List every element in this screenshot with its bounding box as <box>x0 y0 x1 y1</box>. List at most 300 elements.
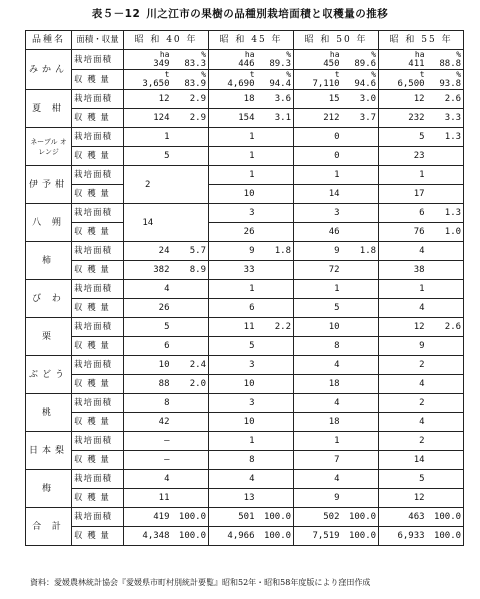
value-cell: 88 <box>124 375 172 394</box>
measure-label: 収 穫 量 <box>72 451 124 470</box>
value-cell: 5 <box>294 299 342 318</box>
percent-cell <box>172 70 209 90</box>
percent-text: 89.3 <box>269 59 292 69</box>
percent-cell <box>257 166 294 185</box>
percent-cell: 5.7 <box>172 242 209 261</box>
percent-cell <box>342 223 379 242</box>
table-row <box>26 166 464 185</box>
value-cell <box>294 50 342 70</box>
percent-cell: 100.0 <box>342 527 379 546</box>
measure-label: 栽培面積 <box>72 204 124 223</box>
unit-label: ha <box>329 50 340 59</box>
value-cell: 10 <box>209 413 257 432</box>
percent-cell <box>257 413 294 432</box>
table-caption: 川之江市の果樹の品種別栽培面積と収穫量の推移 <box>146 8 389 20</box>
value-text: 4,690 <box>227 79 255 89</box>
value-cell: 76 <box>379 223 427 242</box>
value-text: 7,110 <box>312 79 340 89</box>
table-row <box>26 185 464 204</box>
percent-cell <box>427 470 464 489</box>
merged-pct-hassaku <box>172 204 209 242</box>
crop-name: 梅 <box>26 470 72 508</box>
crop-name: ぶどう <box>26 356 72 394</box>
table-row <box>26 527 464 546</box>
value-cell: 10 <box>209 185 257 204</box>
percent-cell: 100.0 <box>172 527 209 546</box>
percent-text: 83.3 <box>184 59 207 69</box>
unit-label: t <box>419 70 425 79</box>
percent-cell <box>427 50 464 70</box>
percent-cell <box>342 185 379 204</box>
merged-value-iyokan: 2 <box>124 166 172 204</box>
percent-text: 83.9 <box>184 79 207 89</box>
value-cell: 1 <box>209 128 257 147</box>
table-row <box>26 337 464 356</box>
value-cell: 1 <box>209 432 257 451</box>
measure-label: 栽培面積 <box>72 432 124 451</box>
table-row <box>26 242 464 261</box>
value-cell: 10 <box>294 318 342 337</box>
value-cell <box>124 50 172 70</box>
percent-cell <box>172 318 209 337</box>
percent-cell <box>257 128 294 147</box>
value-cell: 4 <box>294 394 342 413</box>
percent-cell <box>257 70 294 90</box>
percent-cell <box>427 185 464 204</box>
measure-label: 収 穫 量 <box>72 413 124 432</box>
percent-cell: 1.3 <box>427 204 464 223</box>
header-year-1970: 昭 和 45 年 <box>209 31 294 50</box>
value-text: 6,500 <box>397 79 425 89</box>
value-cell: 419 <box>124 508 172 527</box>
percent-cell <box>427 261 464 280</box>
source-note: 資料：愛媛農林統計協会『愛媛県市町村別統計要覧』昭和52年・昭和58年度版により窪田作成 <box>30 578 371 587</box>
crop-name: 夏 柑 <box>26 90 72 128</box>
value-cell <box>379 50 427 70</box>
value-cell: 12 <box>379 489 427 508</box>
measure-label: 栽培面積 <box>72 50 124 70</box>
crop-name: 桃 <box>26 394 72 432</box>
value-cell: 1 <box>294 280 342 299</box>
percent-cell <box>427 451 464 470</box>
measure-label: 収 穫 量 <box>72 70 124 90</box>
value-cell: 3 <box>294 204 342 223</box>
measure-label: 栽培面積 <box>72 166 124 185</box>
measure-label: 栽培面積 <box>72 318 124 337</box>
percent-cell <box>342 147 379 166</box>
header-year-1965: 昭 和 40 年 <box>124 31 209 50</box>
unit-label: t <box>334 70 340 79</box>
value-cell: 15 <box>294 90 342 109</box>
percent-cell: 1.3 <box>427 128 464 147</box>
crop-name: みかん <box>26 50 72 90</box>
value-cell: 5 <box>379 470 427 489</box>
percent-cell <box>172 432 209 451</box>
percent-cell <box>257 375 294 394</box>
measure-label: 栽培面積 <box>72 90 124 109</box>
unit-label: % <box>201 50 207 59</box>
value-cell: 463 <box>379 508 427 527</box>
percent-cell <box>257 394 294 413</box>
percent-cell <box>172 50 209 70</box>
table-row <box>26 375 464 394</box>
value-cell: 18 <box>294 375 342 394</box>
percent-cell <box>342 451 379 470</box>
value-cell: 501 <box>209 508 257 527</box>
measure-label: 栽培面積 <box>72 508 124 527</box>
crop-name: ネーブル オレンジ <box>26 128 72 166</box>
value-cell: 11 <box>209 318 257 337</box>
percent-cell: 100.0 <box>257 508 294 527</box>
value-cell: 5 <box>209 337 257 356</box>
unit-label: ha <box>159 50 170 59</box>
value-cell: 12 <box>379 90 427 109</box>
percent-cell <box>427 489 464 508</box>
percent-cell <box>257 432 294 451</box>
value-cell: 0 <box>294 147 342 166</box>
value-cell: 1 <box>379 166 427 185</box>
unit-label: % <box>286 70 292 79</box>
percent-cell: 100.0 <box>427 508 464 527</box>
percent-cell <box>427 375 464 394</box>
unit-label: % <box>201 70 207 79</box>
header-year-1980: 昭 和 55 年 <box>379 31 464 50</box>
value-cell: 1 <box>209 147 257 166</box>
percent-cell: 100.0 <box>427 527 464 546</box>
percent-cell <box>342 375 379 394</box>
value-cell: 24 <box>124 242 172 261</box>
value-cell: 17 <box>379 185 427 204</box>
percent-cell <box>172 451 209 470</box>
percent-cell <box>427 413 464 432</box>
unit-label: t <box>249 70 255 79</box>
percent-cell: 2.6 <box>427 318 464 337</box>
value-cell: 23 <box>379 147 427 166</box>
measure-label: 栽培面積 <box>72 128 124 147</box>
percent-cell <box>427 166 464 185</box>
percent-cell <box>342 70 379 90</box>
table-row <box>26 356 464 375</box>
percent-cell <box>427 394 464 413</box>
percent-text: 88.8 <box>439 59 462 69</box>
value-cell <box>379 70 427 90</box>
percent-cell: 2.9 <box>172 109 209 128</box>
value-cell: 9 <box>294 489 342 508</box>
value-cell: 4 <box>294 470 342 489</box>
value-cell: 154 <box>209 109 257 128</box>
percent-cell <box>427 356 464 375</box>
percent-cell <box>427 242 464 261</box>
percent-cell <box>257 50 294 70</box>
value-cell: 6 <box>124 337 172 356</box>
percent-cell <box>427 337 464 356</box>
percent-cell: 2.2 <box>257 318 294 337</box>
table-row <box>26 318 464 337</box>
measure-label: 収 穫 量 <box>72 337 124 356</box>
percent-text: 89.6 <box>354 59 377 69</box>
percent-cell: 1.8 <box>257 242 294 261</box>
value-cell: 38 <box>379 261 427 280</box>
value-cell: 26 <box>209 223 257 242</box>
percent-cell <box>257 261 294 280</box>
percent-cell <box>257 204 294 223</box>
value-text: 411 <box>408 59 425 69</box>
value-cell: 14 <box>294 185 342 204</box>
percent-cell: 2.9 <box>172 90 209 109</box>
value-cell: 1 <box>209 280 257 299</box>
header-row <box>26 31 464 50</box>
percent-cell <box>342 280 379 299</box>
value-text: 450 <box>323 59 340 69</box>
measure-label: 収 穫 量 <box>72 375 124 394</box>
value-cell: 9 <box>294 242 342 261</box>
measure-label: 栽培面積 <box>72 242 124 261</box>
percent-cell <box>172 489 209 508</box>
value-cell: 10 <box>124 356 172 375</box>
value-cell: 12 <box>124 90 172 109</box>
crop-name: 伊予柑 <box>26 166 72 204</box>
percent-cell <box>257 470 294 489</box>
value-cell <box>209 50 257 70</box>
value-cell: 42 <box>124 413 172 432</box>
measure-label: 栽培面積 <box>72 394 124 413</box>
percent-cell <box>427 70 464 90</box>
table-row <box>26 508 464 527</box>
value-cell: 124 <box>124 109 172 128</box>
value-cell: 6,933 <box>379 527 427 546</box>
table-row <box>26 70 464 90</box>
percent-cell <box>172 280 209 299</box>
percent-cell <box>342 337 379 356</box>
measure-label: 収 穫 量 <box>72 109 124 128</box>
value-cell: 4 <box>379 299 427 318</box>
percent-cell: 3.3 <box>427 109 464 128</box>
value-cell: 7 <box>294 451 342 470</box>
crop-name: 栗 <box>26 318 72 356</box>
percent-cell <box>172 337 209 356</box>
value-text: 3,650 <box>142 79 170 89</box>
percent-cell: 3.7 <box>342 109 379 128</box>
unit-label: ha <box>414 50 425 59</box>
value-cell: 46 <box>294 223 342 242</box>
value-cell: 14 <box>379 451 427 470</box>
percent-cell: 2.0 <box>172 375 209 394</box>
crop-name: 合 計 <box>26 508 72 546</box>
value-cell: 4,966 <box>209 527 257 546</box>
table-row <box>26 394 464 413</box>
percent-cell <box>257 223 294 242</box>
value-cell: 4 <box>379 375 427 394</box>
value-cell <box>294 70 342 90</box>
unit-label: % <box>286 50 292 59</box>
percent-cell <box>342 204 379 223</box>
value-cell: 1 <box>124 128 172 147</box>
value-cell: 8 <box>294 337 342 356</box>
percent-text: 94.4 <box>269 79 292 89</box>
percent-cell <box>342 470 379 489</box>
table-row <box>26 109 464 128</box>
percent-cell <box>257 489 294 508</box>
unit-label: ha <box>244 50 255 59</box>
table-row <box>26 280 464 299</box>
unit-label: % <box>456 70 462 79</box>
percent-cell <box>342 166 379 185</box>
value-cell: 502 <box>294 508 342 527</box>
crop-name: 日本梨 <box>26 432 72 470</box>
percent-cell <box>257 451 294 470</box>
table-row <box>26 299 464 318</box>
value-cell: 26 <box>124 299 172 318</box>
value-cell: 8 <box>209 451 257 470</box>
unit-label: % <box>371 50 377 59</box>
fruit-table <box>25 30 464 546</box>
value-cell <box>209 70 257 90</box>
percent-cell <box>342 50 379 70</box>
percent-cell <box>257 280 294 299</box>
value-cell: 3 <box>209 204 257 223</box>
value-cell: 72 <box>294 261 342 280</box>
measure-label: 収 穫 量 <box>72 223 124 242</box>
percent-cell <box>172 394 209 413</box>
value-cell: 2 <box>379 432 427 451</box>
percent-cell <box>342 128 379 147</box>
value-cell: 18 <box>209 90 257 109</box>
table-row <box>26 451 464 470</box>
value-cell: 232 <box>379 109 427 128</box>
value-cell: 3 <box>209 356 257 375</box>
measure-label: 栽培面積 <box>72 470 124 489</box>
merged-value-hassaku: 14 <box>124 204 172 242</box>
value-cell: 11 <box>124 489 172 508</box>
percent-cell <box>257 299 294 318</box>
percent-cell: 1.8 <box>342 242 379 261</box>
value-cell: 1 <box>294 166 342 185</box>
table-row <box>26 489 464 508</box>
percent-cell: 3.1 <box>257 109 294 128</box>
value-cell: 4 <box>379 242 427 261</box>
percent-cell <box>342 394 379 413</box>
measure-label: 収 穫 量 <box>72 185 124 204</box>
value-cell: 18 <box>294 413 342 432</box>
value-cell: 3 <box>209 394 257 413</box>
value-cell: 1 <box>294 432 342 451</box>
percent-cell: 1.0 <box>427 223 464 242</box>
percent-text: 93.8 <box>439 79 462 89</box>
percent-text: 94.6 <box>354 79 377 89</box>
value-cell: 9 <box>379 337 427 356</box>
percent-cell: 2.6 <box>427 90 464 109</box>
table-row <box>26 147 464 166</box>
value-cell: 212 <box>294 109 342 128</box>
value-cell: 8 <box>124 394 172 413</box>
percent-cell <box>257 185 294 204</box>
value-cell: 4 <box>124 280 172 299</box>
value-cell: 12 <box>379 318 427 337</box>
value-cell: 4 <box>209 470 257 489</box>
value-cell: 4,348 <box>124 527 172 546</box>
value-cell: 2 <box>379 394 427 413</box>
percent-cell: 100.0 <box>342 508 379 527</box>
percent-cell <box>427 280 464 299</box>
table-number: 表５－12 <box>91 8 141 20</box>
measure-label: 栽培面積 <box>72 280 124 299</box>
value-cell: 9 <box>209 242 257 261</box>
percent-cell <box>342 318 379 337</box>
value-cell: 1 <box>379 280 427 299</box>
value-cell: 33 <box>209 261 257 280</box>
percent-cell <box>172 128 209 147</box>
percent-cell <box>342 261 379 280</box>
value-cell: 6 <box>209 299 257 318</box>
percent-cell: 100.0 <box>257 527 294 546</box>
value-cell: 10 <box>209 375 257 394</box>
measure-label: 収 穫 量 <box>72 147 124 166</box>
header-year-1975: 昭 和 50 年 <box>294 31 379 50</box>
table-row <box>26 90 464 109</box>
percent-cell: 3.0 <box>342 90 379 109</box>
percent-cell <box>342 413 379 432</box>
crop-name: 柿 <box>26 242 72 280</box>
percent-cell <box>342 299 379 318</box>
measure-label: 栽培面積 <box>72 356 124 375</box>
percent-cell <box>257 356 294 375</box>
percent-cell <box>172 299 209 318</box>
table-row <box>26 432 464 451</box>
percent-cell <box>342 489 379 508</box>
value-cell: 6 <box>379 204 427 223</box>
table-row <box>26 413 464 432</box>
crop-name: 八 朔 <box>26 204 72 242</box>
percent-cell <box>172 413 209 432</box>
percent-cell <box>257 337 294 356</box>
unit-label: t <box>164 70 170 79</box>
percent-cell <box>427 299 464 318</box>
value-cell: — <box>124 432 172 451</box>
value-cell: 1 <box>209 166 257 185</box>
value-cell: 382 <box>124 261 172 280</box>
value-cell <box>124 70 172 90</box>
value-cell: 2 <box>379 356 427 375</box>
percent-cell: 8.9 <box>172 261 209 280</box>
percent-cell <box>427 147 464 166</box>
value-text: 446 <box>238 59 255 69</box>
unit-label: % <box>456 50 462 59</box>
value-cell: 7,519 <box>294 527 342 546</box>
table-title <box>0 6 480 21</box>
unit-label: % <box>371 70 377 79</box>
measure-label: 収 穫 量 <box>72 261 124 280</box>
percent-cell: 2.4 <box>172 356 209 375</box>
value-cell: — <box>124 451 172 470</box>
measure-label: 収 穫 量 <box>72 527 124 546</box>
percent-cell: 100.0 <box>172 508 209 527</box>
table-row <box>26 50 464 70</box>
table-row <box>26 261 464 280</box>
value-cell: 4 <box>294 356 342 375</box>
measure-label: 収 穫 量 <box>72 299 124 318</box>
value-cell: 4 <box>379 413 427 432</box>
value-text: 349 <box>153 59 170 69</box>
percent-cell <box>172 470 209 489</box>
header-measure: 面積・収量 <box>72 31 124 50</box>
table-row <box>26 470 464 489</box>
percent-cell <box>342 356 379 375</box>
percent-cell <box>172 147 209 166</box>
value-cell: 0 <box>294 128 342 147</box>
percent-cell <box>342 432 379 451</box>
value-cell: 4 <box>124 470 172 489</box>
value-cell: 5 <box>124 318 172 337</box>
